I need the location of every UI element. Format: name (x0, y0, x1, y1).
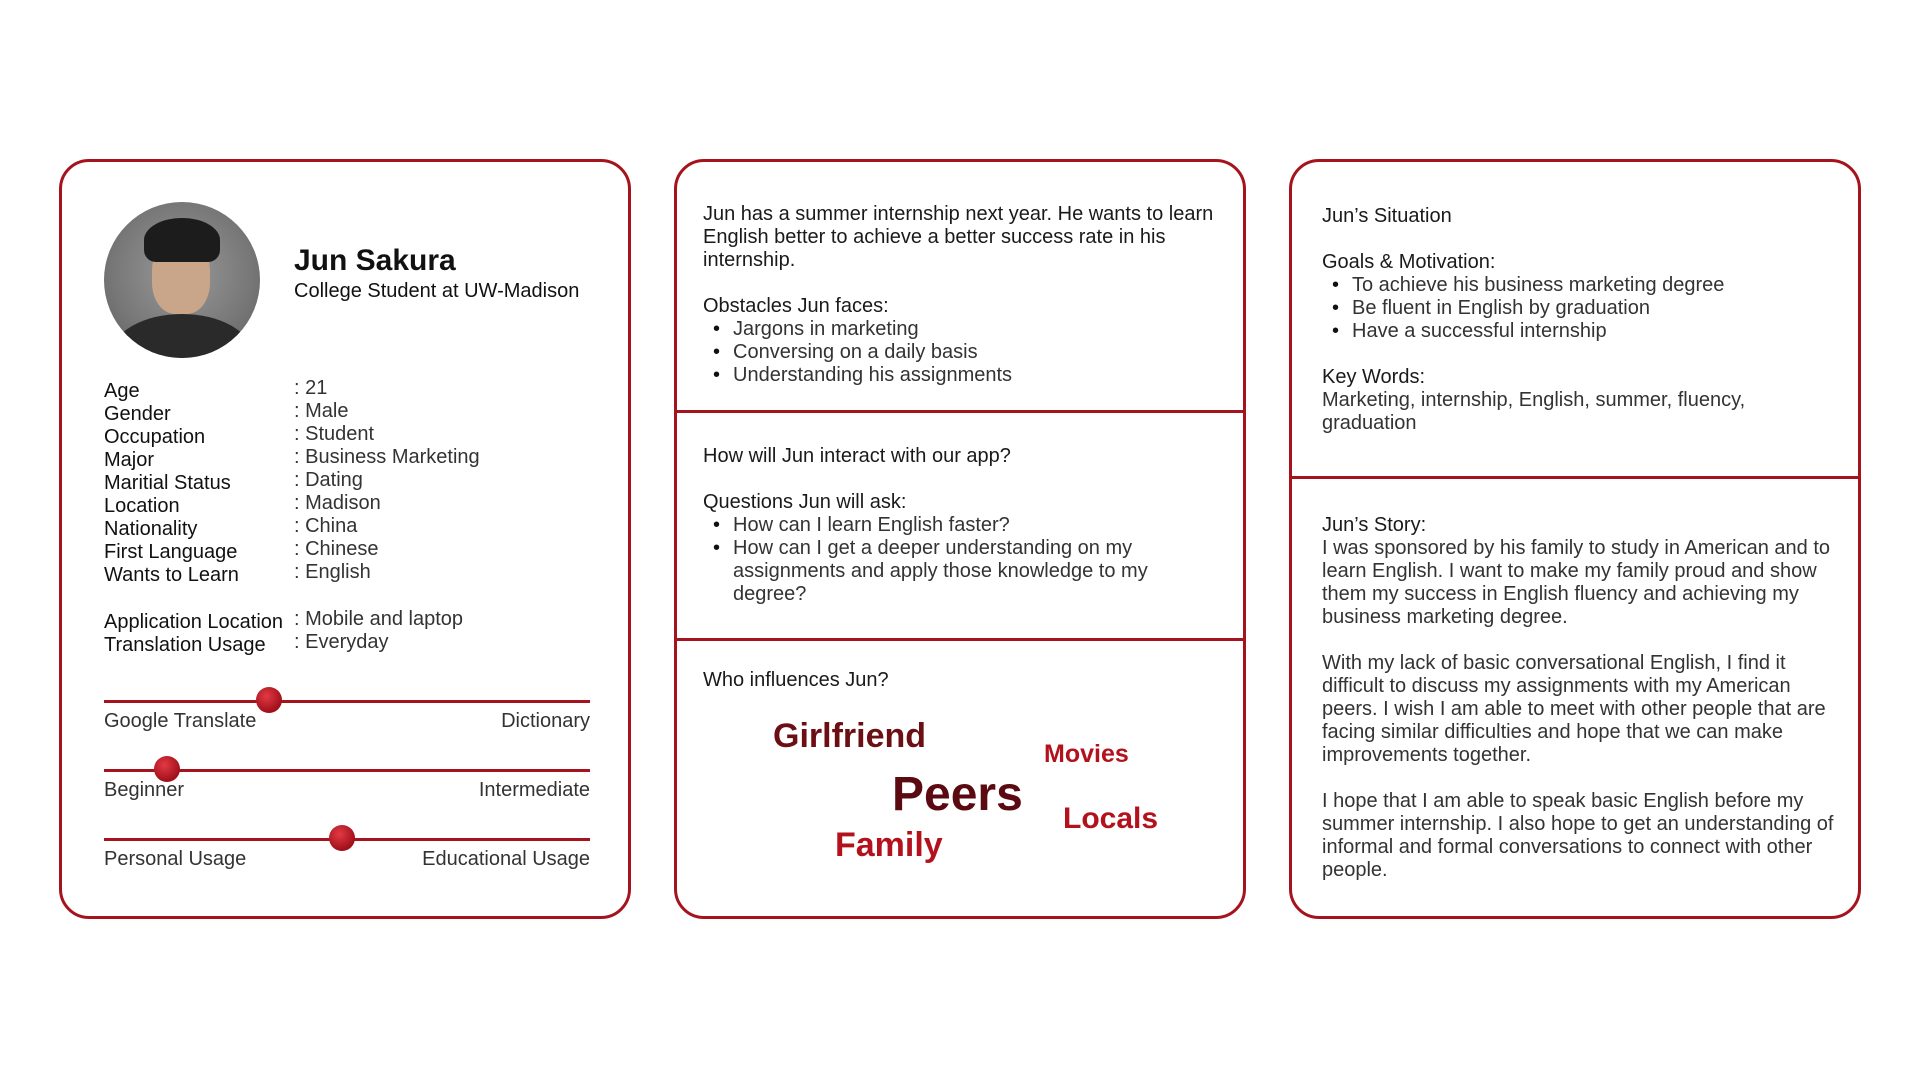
persona-subtitle: College Student at UW-Madison (294, 280, 580, 302)
slider-left-label: Personal Usage (104, 848, 247, 870)
slider-knob[interactable] (256, 687, 282, 713)
goals-list (1322, 274, 1842, 343)
attribute-value: : Student (294, 423, 375, 445)
profile-card (59, 159, 631, 919)
divider (677, 638, 1243, 641)
intro-text: Jun has a summer internship next year. He wants to learn English better to achieve a better success rate in his internship. (703, 203, 1214, 271)
usage-row (104, 608, 480, 631)
attribute-row (104, 515, 480, 538)
obstacles-list (703, 318, 1223, 387)
avatar-body (112, 314, 252, 358)
attribute-row (104, 561, 480, 584)
interaction-section (703, 445, 1223, 606)
influence-title: Who influences Jun? (703, 669, 889, 691)
questions-list (703, 514, 1223, 606)
list-item: • Understanding his assignments (733, 364, 1223, 387)
divider (1292, 476, 1858, 479)
story-title: Jun’s Story: (1322, 514, 1427, 536)
list-item: • Conversing on a daily basis (733, 341, 1223, 364)
usage-value: : Everyday (294, 631, 389, 653)
attribute-label: Occupation (104, 426, 206, 448)
attribute-row (104, 469, 480, 492)
attribute-row (104, 400, 480, 423)
attribute-value: : China (294, 515, 358, 537)
slider-right-label: Educational Usage (422, 848, 590, 870)
situation-title: Jun’s Situation (1322, 205, 1452, 227)
attribute-label: Major (104, 449, 155, 471)
situation-card (1289, 159, 1861, 919)
influence-word-movies: Movies (1044, 740, 1129, 768)
story-paragraph: I was sponsored by his family to study in American and to learn English. I want to make my family proud and show them my success in English fluency and achieving my business marketing degree. (1322, 537, 1831, 628)
influence-word-locals: Locals (1063, 802, 1159, 835)
slider-knob[interactable] (329, 825, 355, 851)
slider-left-label: Google Translate (104, 710, 257, 732)
list-item: • Jargons in marketing (733, 318, 1223, 341)
list-item: • Be fluent in English by graduation (1352, 297, 1842, 320)
usage-label: Translation Usage (104, 634, 266, 656)
list-item: • To achieve his business marketing degree (1352, 274, 1842, 297)
attribute-value: : Business Marketing (294, 446, 480, 468)
attribute-list (104, 377, 480, 654)
list-item: • How can I get a deeper understanding on my assignments and apply those knowledge to my degree? (733, 537, 1223, 606)
usage-value: : Mobile and laptop (294, 608, 464, 630)
attribute-row (104, 538, 480, 561)
story-section (1322, 514, 1842, 882)
attribute-label: First Language (104, 541, 238, 563)
goals-title: Goals & Motivation: (1322, 251, 1496, 273)
influence-word-peers: Peers (892, 768, 1023, 821)
usage-label: Application Location (104, 611, 284, 633)
story-paragraph: With my lack of basic conversational English, I find it difficult to discuss my assignments with my American peers. I wish I am able to meet with other people that are facing similar difficulties and hope that we can make improvements together. (1322, 652, 1826, 766)
intro-section (703, 203, 1223, 387)
list-item: • How can I learn English faster? (733, 514, 1223, 537)
attribute-label: Age (104, 380, 140, 402)
attribute-value: : Chinese (294, 538, 379, 560)
avatar-cap (144, 218, 220, 262)
slider-right-label: Intermediate (478, 779, 590, 801)
slider-left-label: Beginner (104, 779, 185, 801)
list-item: • Have a successful internship (1352, 320, 1842, 343)
attribute-value: : English (294, 561, 371, 583)
attribute-row (104, 492, 480, 515)
story-paragraph: I hope that I am able to speak basic English before my summer internship. I also hope to get an understanding of informal and formal conversations to connect with other people. (1322, 790, 1834, 881)
keywords-text: Marketing, internship, English, summer, fluency, graduation (1322, 389, 1746, 434)
attribute-value: : Dating (294, 469, 363, 491)
attribute-row (104, 377, 480, 400)
attribute-label: Gender (104, 403, 171, 425)
attribute-label: Location (104, 495, 180, 517)
usage-row (104, 631, 480, 654)
attribute-value: : 21 (294, 377, 328, 399)
questions-title: Questions Jun will ask: (703, 491, 907, 513)
keywords-title: Key Words: (1322, 366, 1425, 388)
attribute-label: Nationality (104, 518, 198, 540)
slider-track (104, 700, 590, 703)
persona-name: Jun Sakura (294, 244, 456, 277)
obstacles-title: Obstacles Jun faces: (703, 295, 889, 317)
attribute-value: : Male (294, 400, 349, 422)
context-card (674, 159, 1246, 919)
divider (677, 410, 1243, 413)
interaction-title: How will Jun interact with our app? (703, 445, 1011, 467)
attribute-row (104, 423, 480, 446)
slider-right-label: Dictionary (501, 710, 590, 732)
influence-word-family: Family (835, 826, 943, 864)
attribute-label: Maritial Status (104, 472, 231, 494)
situation-section (1322, 205, 1842, 435)
avatar (104, 202, 260, 358)
attribute-row (104, 446, 480, 469)
influence-word-girlfriend: Girlfriend (773, 717, 927, 755)
attribute-value: : Madison (294, 492, 381, 514)
attribute-label: Wants to Learn (104, 564, 239, 586)
